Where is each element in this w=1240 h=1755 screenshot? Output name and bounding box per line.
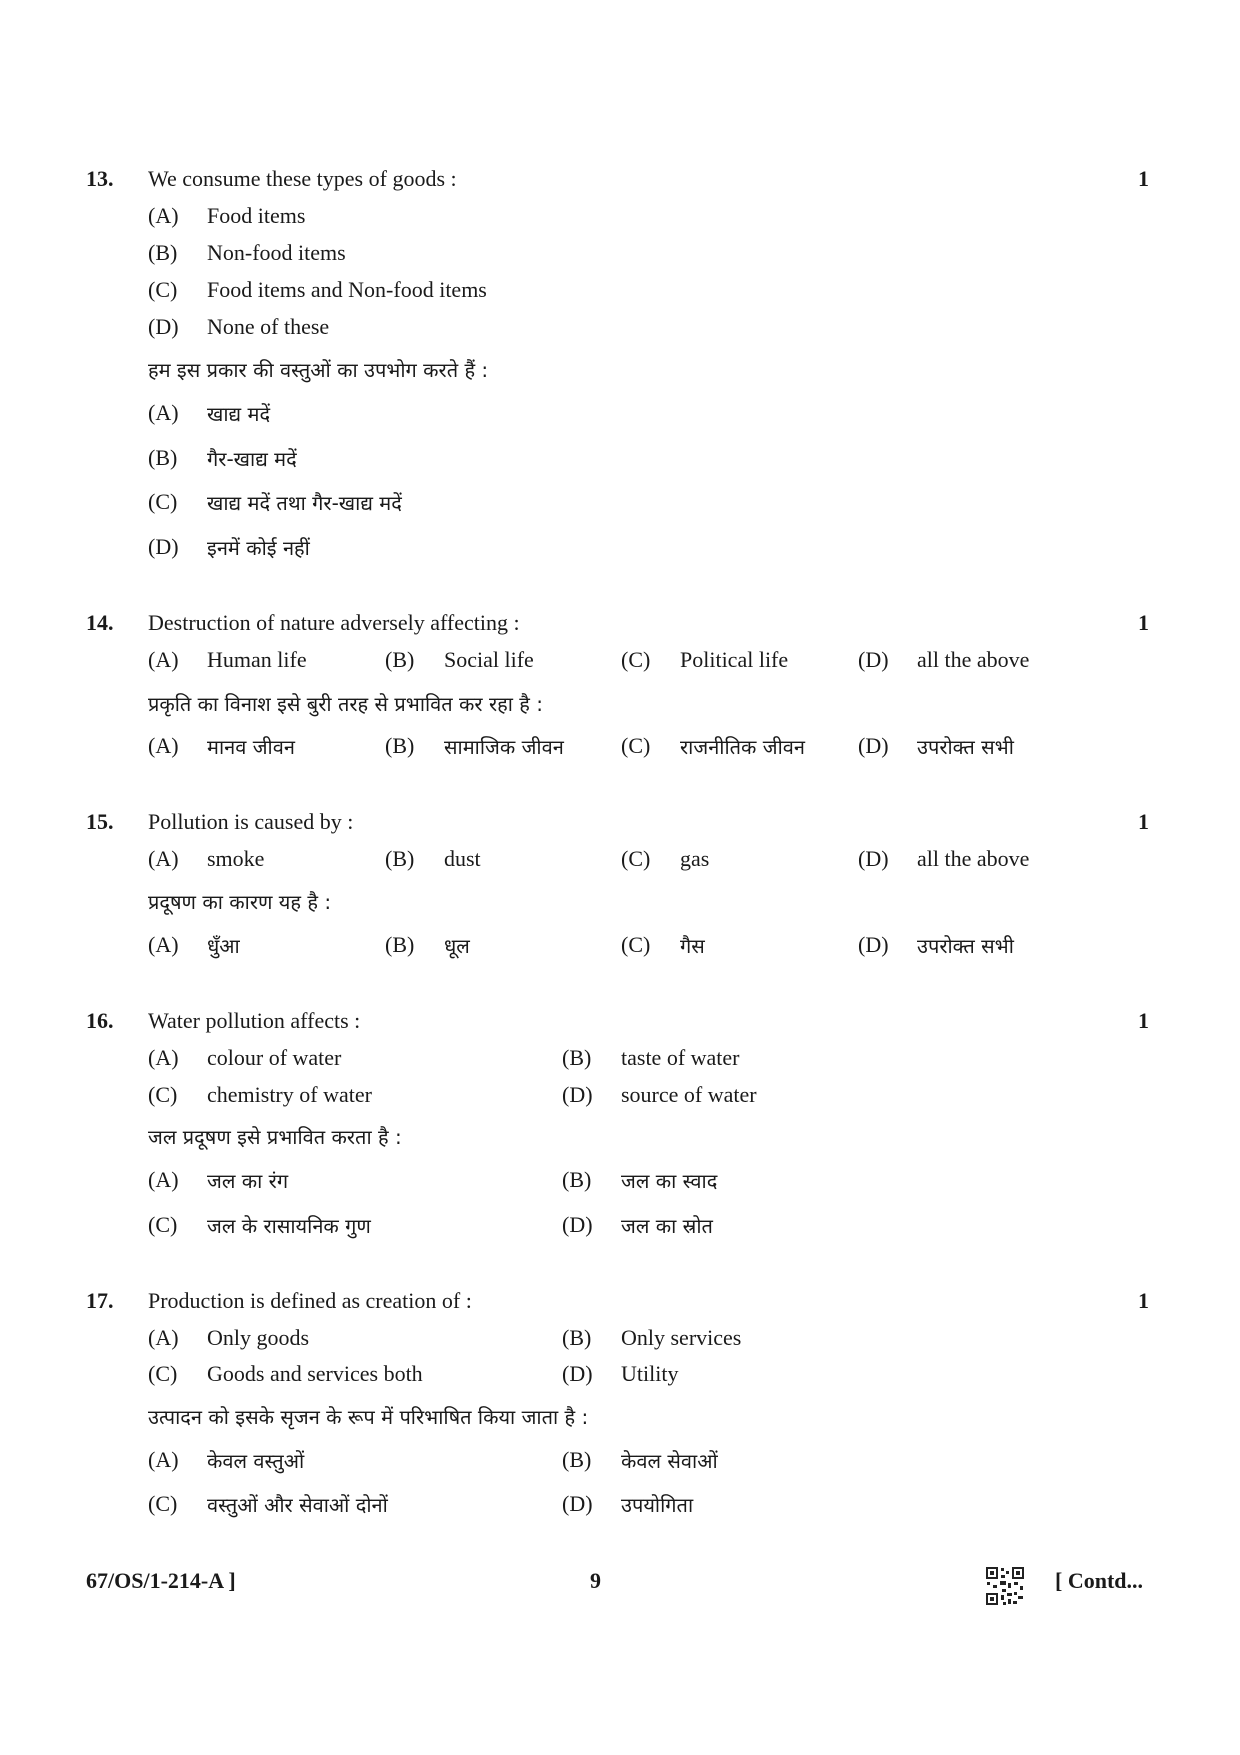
option-text-hi: उपयोगिता [621,1493,694,1517]
option-label: (B) [385,932,415,957]
option-text-hi: धूल [444,934,470,958]
option-text-hi: जल का स्वाद [621,1169,718,1193]
option-label: (B) [562,1325,592,1350]
option-label: (B) [562,1447,592,1472]
option-row [0,647,1240,683]
option-label: (A) [148,1045,179,1070]
option-text: all the above [917,647,1030,672]
question-number: 14. [86,610,114,635]
option-row-hi [0,400,1240,436]
option-label: (B) [385,733,415,758]
option-label: (B) [385,647,415,672]
question-number: 13. [86,166,114,191]
option-text-hi: राजनीतिक जीवन [680,735,806,759]
option-text-hi: सामाजिक जीवन [444,735,564,759]
question-stem-hi: प्रदूषण का कारण यह है : [148,890,332,914]
option-text: chemistry of water [207,1082,372,1107]
question-stem-en: Destruction of nature adversely affecting : [148,610,520,635]
option-text-hi: जल का रंग [207,1169,289,1193]
option-label: (D) [562,1361,593,1386]
option-row [0,1082,1240,1118]
option-label: (B) [562,1045,592,1070]
question-number: 16. [86,1008,114,1033]
qr-code-icon [985,1566,1025,1606]
option-text-hi: वस्तुओं और सेवाओं दोनों [207,1493,388,1517]
option-label: (C) [621,846,651,871]
paper-code: 67/OS/1-214-A ] [86,1568,236,1593]
option-text-hi: जल का स्रोत [621,1214,713,1238]
question-stem-en: Water pollution affects : [148,1008,361,1033]
option-label: (A) [148,733,179,758]
option-row [0,846,1240,882]
option-row-hi [0,1212,1240,1248]
option-text: Human life [207,647,307,672]
option-label: (D) [562,1491,593,1516]
option-text-hi: गैस [680,934,705,958]
question-stem-hi: जल प्रदूषण इसे प्रभावित करता है : [148,1125,402,1149]
option-label: (A) [148,1325,179,1350]
option-label: (D) [858,846,889,871]
option-label: (C) [148,489,178,514]
question-stem-en: Pollution is caused by : [148,809,354,834]
option-text-hi: केवल सेवाओं [621,1449,718,1473]
option-label: (B) [148,445,178,470]
option-row-hi [0,489,1240,525]
option-text: Non-food items [207,240,346,265]
option-label: (B) [148,240,178,265]
marks: 1 [1138,166,1149,191]
option-text: gas [680,846,710,871]
option-label: (D) [858,932,889,957]
option-label: (C) [148,1082,178,1107]
marks: 1 [1138,809,1149,834]
option-row-hi [0,445,1240,481]
option-text: Utility [621,1361,679,1386]
option-text-hi: खाद्य मदें तथा गैर-खाद्य मदें [207,491,402,515]
option-row-hi [0,932,1240,968]
option-label: (B) [385,846,415,871]
option-label: (A) [148,846,179,871]
option-row [0,203,1240,239]
option-text: smoke [207,846,265,871]
option-label: (D) [562,1082,593,1107]
option-row [0,240,1240,276]
option-text: source of water [621,1082,757,1107]
option-label: (D) [148,534,179,559]
question-stem-en: We consume these types of goods : [148,166,457,191]
page-number: 9 [590,1568,601,1593]
question-stem-en: Production is defined as creation of : [148,1288,472,1313]
option-row-hi [0,534,1240,570]
option-text-hi: मानव जीवन [207,735,295,759]
option-row-hi [0,1167,1240,1203]
option-text: Goods and services both [207,1361,423,1386]
option-label: (C) [148,1361,178,1386]
option-text-hi: केवल वस्तुओं [207,1449,305,1473]
option-text: Social life [444,647,534,672]
option-text: all the above [917,846,1030,871]
option-text-hi: खाद्य मदें [207,402,271,426]
option-text-hi: गैर-खाद्य मदें [207,447,297,471]
option-text: Only goods [207,1325,310,1350]
question-stem-hi: हम इस प्रकार की वस्तुओं का उपभोग करते हैं : [148,358,489,382]
option-text-hi: उपरोक्त सभी [917,735,1014,759]
option-text: Political life [680,647,789,672]
question-number: 15. [86,809,114,834]
question-number: 17. [86,1288,114,1313]
option-label: (A) [148,203,179,228]
question-stem-hi: प्रकृति का विनाश इसे बुरी तरह से प्रभावित कर रहा है : [148,692,544,716]
option-label: (A) [148,647,179,672]
option-text: Food items and Non-food items [207,277,487,302]
option-label: (C) [621,932,651,957]
continued-label: [ Contd... [1055,1568,1144,1593]
option-label: (C) [621,647,651,672]
option-row [0,1045,1240,1081]
option-text-hi: धुँआ [207,934,240,958]
question-stem-hi: उत्पादन को इसके सृजन के रूप में परिभाषित किया जाता है : [148,1405,589,1429]
option-row [0,277,1240,313]
option-text-hi: जल के रासायनिक गुण [207,1214,371,1238]
option-row-hi [0,1491,1240,1527]
option-text: dust [444,846,481,871]
option-label: (D) [858,733,889,758]
option-label: (C) [148,1491,178,1516]
option-label: (D) [858,647,889,672]
option-label: (A) [148,932,179,957]
option-row [0,314,1240,350]
option-text: taste of water [621,1045,740,1070]
option-label: (C) [621,733,651,758]
option-label: (A) [148,1447,179,1472]
option-text: colour of water [207,1045,342,1070]
option-row-hi [0,733,1240,769]
option-text: None of these [207,314,330,339]
option-text: Food items [207,203,306,228]
option-label: (D) [562,1212,593,1237]
option-label: (B) [562,1167,592,1192]
option-text-hi: इनमें कोई नहीं [207,536,310,560]
marks: 1 [1138,610,1149,635]
option-row [0,1361,1240,1397]
option-label: (A) [148,400,179,425]
option-label: (A) [148,1167,179,1192]
option-row-hi [0,1447,1240,1483]
page-footer [0,1562,1240,1602]
option-label: (D) [148,314,179,339]
option-label: (C) [148,277,178,302]
option-row [0,1325,1240,1361]
option-text-hi: उपरोक्त सभी [917,934,1014,958]
option-text: Only services [621,1325,742,1350]
marks: 1 [1138,1008,1149,1033]
option-label: (C) [148,1212,178,1237]
marks: 1 [1138,1288,1149,1313]
